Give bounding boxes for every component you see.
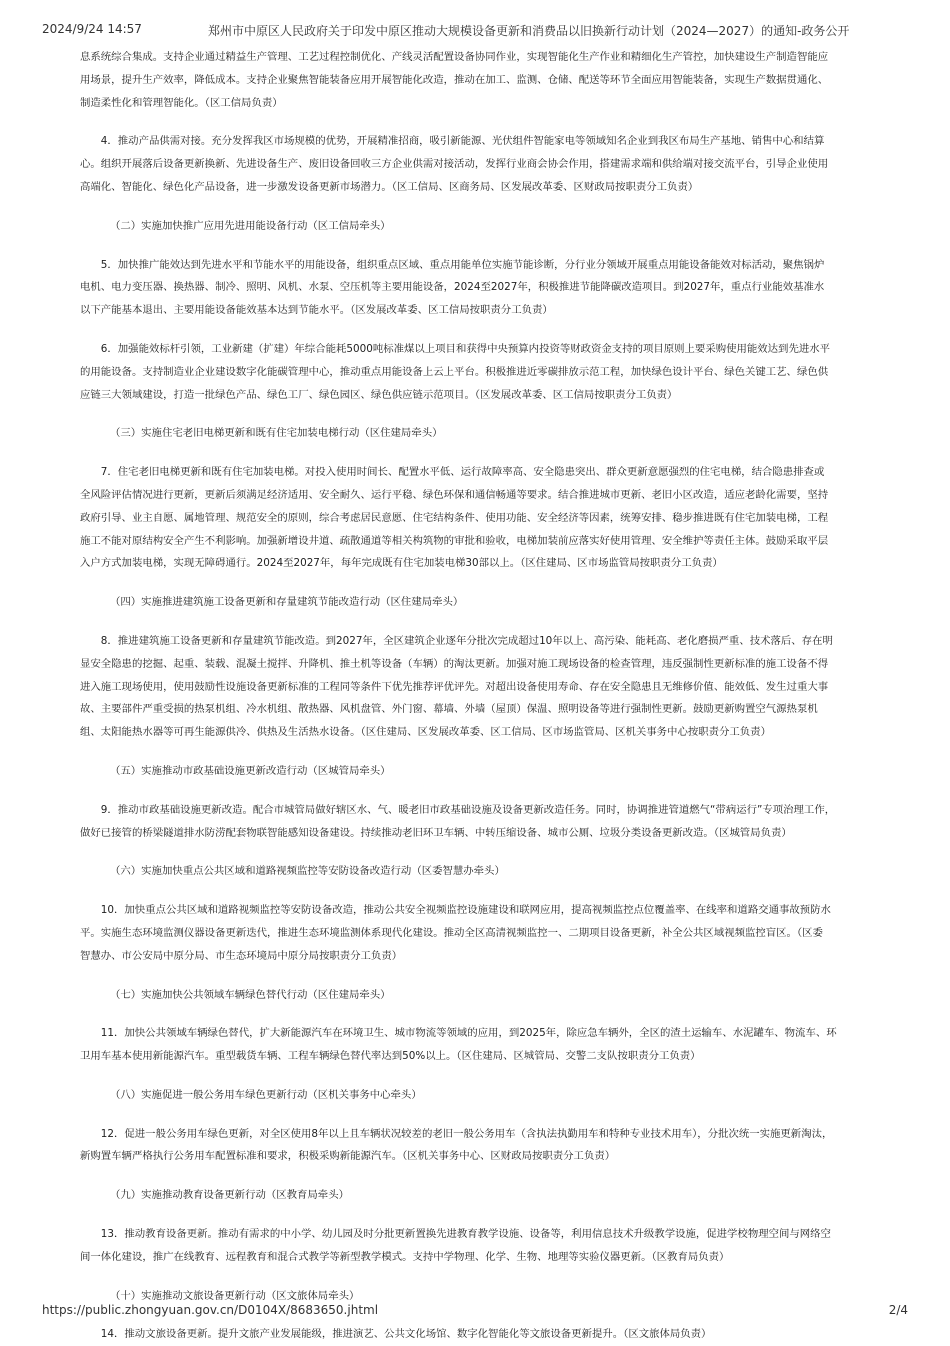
section-heading: （二）实施加快推广应用先进用能设备行动（区工信局牵头） [110, 219, 391, 232]
section-heading: （三）实施住宅老旧电梯更新和既有住宅加装电梯行动（区住建局牵头） [110, 427, 443, 440]
paragraph [80, 130, 906, 198]
page-title: 郑州市中原区人民政府关于印发中原区推动大规模设备更新和消费品以旧换新行动计划（2024—2027）的通知-政务公开 [208, 24, 850, 38]
section-heading: （七）实施加快公共领域车辆绿色替代行动（区住建局牵头） [110, 988, 391, 1001]
paragraph-line: 4．推动产品供需对接。充分发挥我区市场规模的优势，开展精准招商，吸引新能源、光伏组件智能家电等领域知名企业到我区布局生产基地、销售中心和结算 [80, 135, 825, 148]
paragraph [80, 254, 906, 322]
section-heading: （四）实施推进建筑施工设备更新和存量建筑节能改造行动（区住建局牵头） [110, 596, 464, 609]
section-heading: （五）实施推动市政基础设施更新改造行动（区城管局牵头） [110, 764, 391, 777]
paragraph-line: 全风险评估情况进行更新，更新后须满足经济适用、安全耐久、运行平稳、绿色环保和通信畅通等要求。结合推进城市更新、老旧小区改造，适应老龄化需要，坚持 [80, 488, 829, 501]
print-header [42, 22, 920, 38]
paragraph-line: 入户方式加装电梯，实现无障碍通行。2024至2027年，每年完成既有住宅加装电梯30部以上。（区住建局、区市场监管局按职责分工负责） [80, 557, 723, 570]
paragraph-line: 以下产能基本退出、主要用能设备能效基本达到节能水平。（区发展改革委、区工信局按职责分工负责） [80, 304, 553, 317]
paragraph-line: 11．加快公共领域车辆绿色替代，扩大新能源汽车在环境卫生、城市物流等领域的应用，到2025年，除应急车辆外，全区的渣土运输车、水泥罐车、物流车、环 [80, 1027, 837, 1040]
paragraph-line: 息系统综合集成。支持企业通过精益生产管理、工艺过程控制优化、产线灵活配置设备协同作业，实现智能化生产作业和精细化生产管控，加快建设生产制造智能应 [80, 51, 829, 63]
paragraph [80, 338, 906, 406]
paragraph [80, 630, 906, 744]
page-number: 2/4 [888, 1303, 908, 1317]
paragraph [80, 1123, 906, 1169]
paragraph-line: 心。组织开展落后设备更新换新、先进设备生产、废旧设备回收三方企业供需对接活动，发挥行业商会协会作用，搭建需求端和供给端对接交流平台，引导企业使用 [80, 158, 829, 171]
paragraph-line: 应链三大领域建设，打造一批绿色产品、绿色工厂、绿色园区、绿色供应链示范项目。（区发展改革委、区工信局按职责分工负责） [80, 388, 678, 401]
print-timestamp: 2024/9/24 14:57 [42, 22, 142, 36]
paragraph-line: 10．加快重点公共区域和道路视频监控等安防设备改造，推动公共安全视频监控设施建设和联网应用，提高视频监控点位覆盖率、在线率和道路交通事故预防水 [80, 904, 831, 917]
paragraph-line: 施工不能对原结构安全产生不利影响。加强新增设井道、疏散通道等相关构筑物的审批和验收，电梯加装前应落实好使用管理、安全维护等责任主体。鼓励采取平层 [80, 534, 829, 547]
print-footer [42, 1303, 908, 1319]
paragraph [80, 1022, 906, 1068]
section-heading: （十）实施推动文旅设备更新行动（区文旅体局牵头） [110, 1289, 360, 1302]
paragraph [80, 46, 906, 114]
paragraph-line: 14．推动文旅设备更新。提升文旅产业发展能级，推进演艺、公共文化场馆、数字化智能化等文旅设备更新提升。（区文旅体局负责） [80, 1328, 712, 1341]
paragraph-line: 平。实施生态环境监测仪器设备更新迭代，推进生态环境监测体系现代化建设。推动全区高清视频监控一、二期项目设备更新，补全公共区域视频监控盲区。（区委 [80, 926, 823, 939]
paragraph-line: 9．推动市政基础设施更新改造。配合市城管局做好辖区水、气、暖老旧市政基础设施及设备更新改造任务。同时，协调推进管道燃气“带病运行”专项治理工作， [80, 803, 836, 816]
paragraph-line: 智慧办、市公安局中原分局、市生态环境局中原分局按职责分工负责） [80, 949, 403, 962]
paragraph-line: 8．推进建筑施工设备更新和存量建筑节能改造。到2027年，全区建筑企业逐年分批次完成超过10年以上、高污染、能耗高、老化磨损严重、技术落后、存在明 [80, 634, 833, 647]
paragraph-line: 卫用车基本使用新能源汽车。重型载货车辆、工程车辆绿色替代率达到50%以上。（区住建局、区城管局、交警二支队按职责分工负责） [80, 1050, 701, 1063]
paragraph-line: 13．推动教育设备更新。推动有需求的中小学、幼儿园及时分批更新置换先进教育教学设施、设备等，利用信息技术升级教学设施，促进学校物理空间与网络空 [80, 1228, 831, 1241]
page-url: https://public.zhongyuan.gov.cn/D0104X/8683650.jhtml [42, 1303, 379, 1317]
paragraph-line: 12．促进一般公务用车绿色更新，对全区使用8年以上且车辆状况较差的老旧一般公务用车（含执法执勤用车和特种专业技术用车），分批次统一实施更新淘汰， [80, 1127, 833, 1140]
paragraph-line: 间一体化建设，推广在线教育、远程教育和混合式教学等新型教学模式。支持中学物理、化学、生物、地理等实验仪器更新。（区教育局负责） [80, 1250, 730, 1263]
paragraph-line: 的用能设备。支持制造业企业建设数字化能碳管理中心，推动重点用能设备上云上平台。积极推进近零碳排放示范工程，加快绿色设计平台、绿色关键工艺、绿色供 [80, 365, 829, 378]
paragraph-line: 新购置车辆严格执行公务用车配置标准和要求，积极采购新能源汽车。（区机关事务中心、区财政局按职责分工负责） [80, 1150, 616, 1163]
paragraph [80, 1223, 906, 1269]
paragraph-line: 政府引导、业主自愿、属地管理、规范安全的原则，综合考虑居民意愿、住宅结构条件、使用功能、安全经济等因素，统筹安排、稳步推进既有住宅加装电梯，工程 [80, 511, 829, 524]
section-heading: （九）实施推动教育设备更新行动（区教育局牵头） [110, 1189, 349, 1202]
paragraph [80, 1323, 906, 1346]
paragraph [80, 799, 906, 845]
paragraph-line: 故、主要部件严重受损的热泵机组、冷水机组、散热器、风机盘管、外门窗、幕墙、外墙（屋顶）保温、照明设备等进行强制性更新。鼓励更新购置空气源热泵机 [80, 703, 818, 716]
paragraph-line: 组、太阳能热水器等可再生能源供冷、供热及生活热水设备。（区住建局、区发展改革委、区工信局、区市场监管局、区机关事务中心按职责分工负责） [80, 726, 771, 739]
paragraph [80, 899, 906, 967]
paragraph [80, 461, 906, 575]
paragraph-line: 进入施工现场使用，使用鼓励性设施设备更新标准的工程同等条件下优先推荐评优评先。对超出设备使用寿命、存在安全隐患且无维修价值、能效低、发生过重大事 [80, 680, 829, 693]
paragraph-line: 做好已接管的桥梁隧道排水防涝配套物联智能感知设备建设。持续推动老旧环卫车辆、中转压缩设备、城市公厕、垃圾分类设备更新改造。（区城管局负责） [80, 826, 792, 839]
paragraph-line: 电机、电力变压器、换热器、制冷、照明、风机、水泵、空压机等主要用能设备，2024至2027年，积极推进节能降碳改造项目。到2027年，重点行业能效基准水 [80, 281, 825, 294]
paragraph-line: 7．住宅老旧电梯更新和既有住宅加装电梯。对投入使用时间长、配置水平低、运行故障率高、安全隐患突出、群众更新意愿强烈的住宅电梯，结合隐患排查或 [80, 466, 825, 479]
paragraph-line: 6．加强能效标杆引领，工业新建（扩建）年综合能耗5000吨标准煤以上项目和获得中央预算内投资等财政资金支持的项目原则上要采购使用能效达到先进水平 [80, 342, 830, 355]
paragraph-line: 显安全隐患的挖掘、起重、装载、混凝土搅拌、升降机、推土机等设备（车辆）的淘汰更新。加强对施工现场设备的检查管理，违反强制性更新标准的施工设备不得 [80, 657, 829, 670]
paragraph-line: 高端化、智能化、绿色化产品设备，进一步激发设备更新市场潜力。（区工信局、区商务局、区发展改革委、区财政局按职责分工负责） [80, 180, 699, 193]
section-heading: （八）实施促进一般公务用车绿色更新行动（区机关事务中心牵头） [110, 1088, 422, 1101]
section-heading: （六）实施加快重点公共区域和道路视频监控等安防设备改造行动（区委智慧办牵头） [110, 865, 505, 878]
paragraph-line: 5．加快推广能效达到先进水平和节能水平的用能设备，组织重点区域、重点用能单位实施节能诊断，分行业分领域开展重点用能设备能效对标活动，聚焦锅炉 [80, 258, 825, 271]
paragraph-line: 用场景，提升生产效率，降低成本。支持企业聚焦智能装备应用开展智能化改造，推动在加工、监测、仓储、配送等环节全面应用智能装备，实现生产数据贯通化、 [80, 73, 829, 86]
paragraph-line: 制造柔性化和管理智能化。（区工信局负责） [80, 96, 283, 109]
